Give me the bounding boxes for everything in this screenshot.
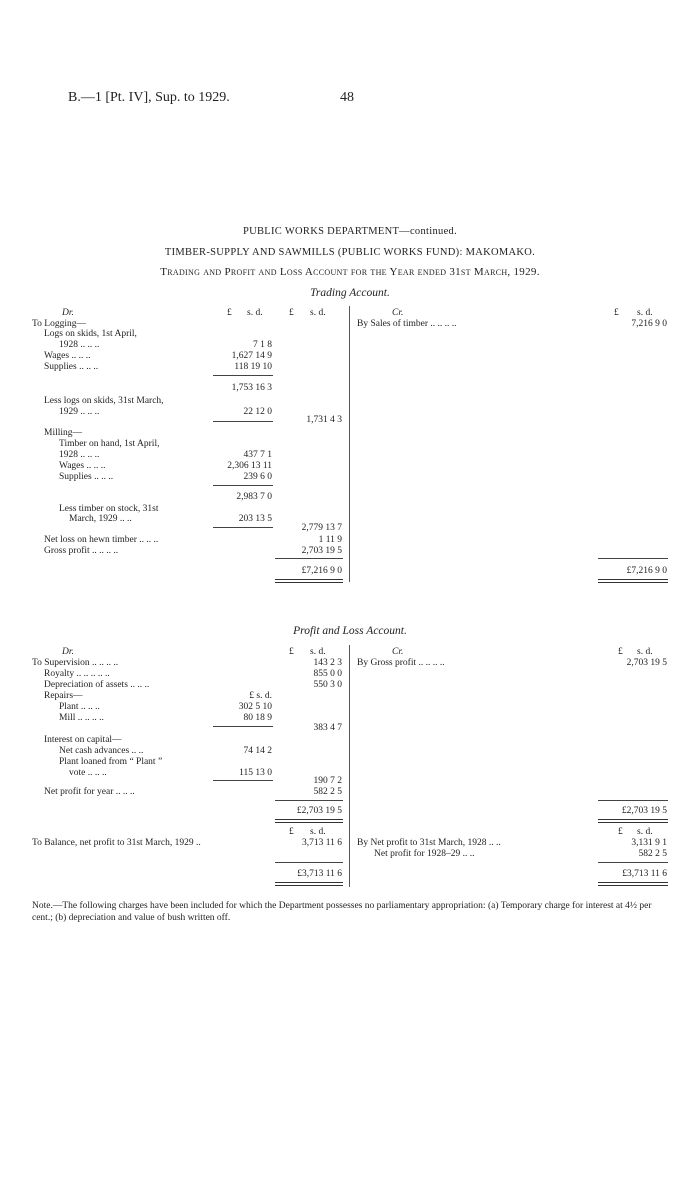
pl-dr-label: Dr. (62, 647, 74, 657)
trading-amount: 1,627 14 9 (231, 351, 272, 361)
trading-col3-pound: £ (614, 308, 619, 318)
subtotal-rule (213, 780, 273, 781)
trading-row: Wages .. .. .. (59, 461, 106, 471)
trading-row: 1929 .. .. .. (59, 407, 100, 417)
pl-row: Repairs— (44, 691, 83, 701)
pl-row: Net profit for year .. .. .. (44, 787, 135, 797)
pl-col-pound: £ (289, 647, 294, 657)
trading-left-total: £7,216 9 0 (301, 566, 342, 576)
pl-amount: 582 2 5 (313, 787, 342, 797)
balance-sd-right: s. d. (637, 827, 653, 837)
balance-pound: £ (289, 827, 294, 837)
pl-amount: 190 7 2 (313, 776, 342, 786)
footnote: Note.—The following charges have been included for which the Department possesses no parliamentary appropriation: (a) Temporary charge for interest at 4½ per cent.; (b) depreciation and value of bush written off. (32, 901, 652, 923)
pl-right-total: £2,703 19 5 (621, 806, 667, 816)
trading-amount: 1 11 9 (318, 535, 342, 545)
trading-amount: 1,753 16 3 (231, 383, 272, 393)
pl-amount: 302 5 10 (238, 702, 272, 712)
pl-divider (349, 645, 350, 887)
subject-title: TIMBER-SUPPLY AND SAWMILLS (PUBLIC WORKS FUND): MAKOMAKO. (164, 247, 536, 258)
trading-cr-label: Cr. (392, 308, 404, 318)
trading-amount: 7 1 8 (253, 340, 272, 350)
pl-row: Net cash advances .. .. (59, 746, 144, 756)
trading-dr-label: Dr. (62, 308, 74, 318)
pl-amount: 115 13 0 (239, 768, 272, 778)
pl-row: Mill .. .. .. .. (59, 713, 104, 723)
trading-col1-sd: s. d. (247, 308, 263, 318)
trading-col2-sd: s. d. (310, 308, 326, 318)
pl-col-sd-right: s. d. (637, 647, 653, 657)
double-rule (598, 882, 668, 886)
balance-left-total: £3,713 11 6 (297, 869, 342, 879)
pl-amount: 855 0 0 (313, 669, 342, 679)
pl-credit-amount: 2,703 19 5 (626, 658, 667, 668)
pl-subheader: £ s. d. (249, 691, 272, 701)
pl-heading: Profit and Loss Account. (293, 625, 407, 637)
total-rule (275, 800, 343, 801)
balance-credit-row: Net profit for 1928–29 .. .. (374, 849, 475, 859)
total-rule (275, 558, 343, 559)
pl-cr-label: Cr. (392, 647, 404, 657)
double-rule (598, 819, 668, 823)
pl-col-pound-right: £ (618, 647, 623, 657)
double-rule (598, 579, 668, 583)
trading-row: Timber on hand, 1st April, (59, 439, 160, 449)
double-rule (275, 882, 343, 886)
total-rule (598, 862, 668, 863)
subtotal-rule (213, 726, 273, 727)
pl-row: vote .. .. .. (69, 768, 107, 778)
total-rule (598, 800, 668, 801)
trading-right-total: £7,216 9 0 (626, 566, 667, 576)
pl-row: Depreciation of assets .. .. .. (44, 680, 150, 690)
trading-row: Net loss on hewn timber .. .. .. (44, 535, 159, 545)
account-title: Trading and Profit and Loss Account for the Year ended 31st March, 1929. (160, 266, 540, 278)
balance-credit-row: By Net profit to 31st March, 1928 .. .. (357, 838, 501, 848)
trading-heading: Trading Account. (310, 287, 390, 299)
trading-amount: 437 7 1 (243, 450, 272, 460)
subtotal-rule (213, 485, 273, 486)
trading-divider (349, 306, 350, 582)
pl-amount: 383 4 7 (313, 723, 342, 733)
trading-amount: 1,731 4 3 (306, 415, 342, 425)
pl-amount: 80 18 9 (243, 713, 272, 723)
balance-right-total: £3,713 11 6 (622, 869, 667, 879)
trading-row: Logs on skids, 1st April, (44, 329, 137, 339)
trading-amount: 2,703 19 5 (301, 546, 342, 556)
double-rule (275, 819, 343, 823)
total-rule (275, 862, 343, 863)
subtotal-rule (213, 375, 273, 376)
pl-row: Plant .. .. .. (59, 702, 100, 712)
trading-row: Gross profit .. .. .. .. (44, 546, 119, 556)
pl-row: Royalty .. .. .. .. .. (44, 669, 110, 679)
trading-amount: 2,983 7 0 (236, 492, 272, 502)
subtotal-rule (213, 527, 273, 528)
trading-row: Supplies .. .. .. (44, 362, 99, 372)
trading-amount: 118 19 10 (234, 362, 272, 372)
balance-sd: s. d. (310, 827, 326, 837)
balance-credit-amount: 582 2 5 (638, 849, 667, 859)
trading-col2-pound: £ (289, 308, 294, 318)
trading-row: Less logs on skids, 31st March, (44, 396, 164, 406)
trading-amount: 22 12 0 (243, 407, 272, 417)
trading-row: Wages .. .. .. (44, 351, 91, 361)
trading-row: Milling— (44, 428, 83, 438)
pl-amount: 74 14 2 (243, 746, 272, 756)
balance-credit-amount: 3,131 9 1 (631, 838, 667, 848)
subtotal-rule (213, 421, 273, 422)
trading-col3-sd: s. d. (637, 308, 653, 318)
trading-credit-row: By Sales of timber .. .. .. .. (357, 319, 457, 329)
trading-amount: 2,779 13 7 (301, 523, 342, 533)
trading-col1-pound: £ (227, 308, 232, 318)
pl-amount: 550 3 0 (313, 680, 342, 690)
pl-amount: 143 2 3 (313, 658, 342, 668)
trading-row: 1928 .. .. .. (59, 450, 100, 460)
trading-row: 1928 .. .. .. (59, 340, 100, 350)
pl-credit-row: By Gross profit .. .. .. .. (357, 658, 445, 668)
department-title: PUBLIC WORKS DEPARTMENT—continued. (242, 226, 458, 237)
trading-amount: 2,306 13 11 (227, 461, 272, 471)
balance-debit-amount: 3,713 11 6 (301, 838, 342, 848)
trading-amount: 239 6 0 (243, 472, 272, 482)
trading-credit-amount: 7,216 9 0 (631, 319, 667, 329)
page-number: 48 (340, 90, 354, 105)
pl-col-sd: s. d. (310, 647, 326, 657)
trading-row: March, 1929 .. .. (69, 514, 132, 524)
trading-amount: 203 13 5 (238, 514, 272, 524)
running-header: B.—1 [Pt. IV], Sup. to 1929. (68, 90, 230, 105)
trading-row: Less timber on stock, 31st (59, 504, 159, 514)
trading-row: To Logging— (32, 319, 86, 329)
double-rule (275, 579, 343, 583)
pl-row: Interest on capital— (44, 735, 122, 745)
balance-pound-right: £ (618, 827, 623, 837)
trading-row: Supplies .. .. .. (59, 472, 114, 482)
balance-debit-row: To Balance, net profit to 31st March, 1929 .. (32, 838, 201, 848)
pl-row: To Supervision .. .. .. .. (32, 658, 119, 668)
pl-left-total: £2,703 19 5 (296, 806, 342, 816)
total-rule (598, 558, 668, 559)
pl-row: Plant loaned from “ Plant ” (59, 757, 163, 767)
